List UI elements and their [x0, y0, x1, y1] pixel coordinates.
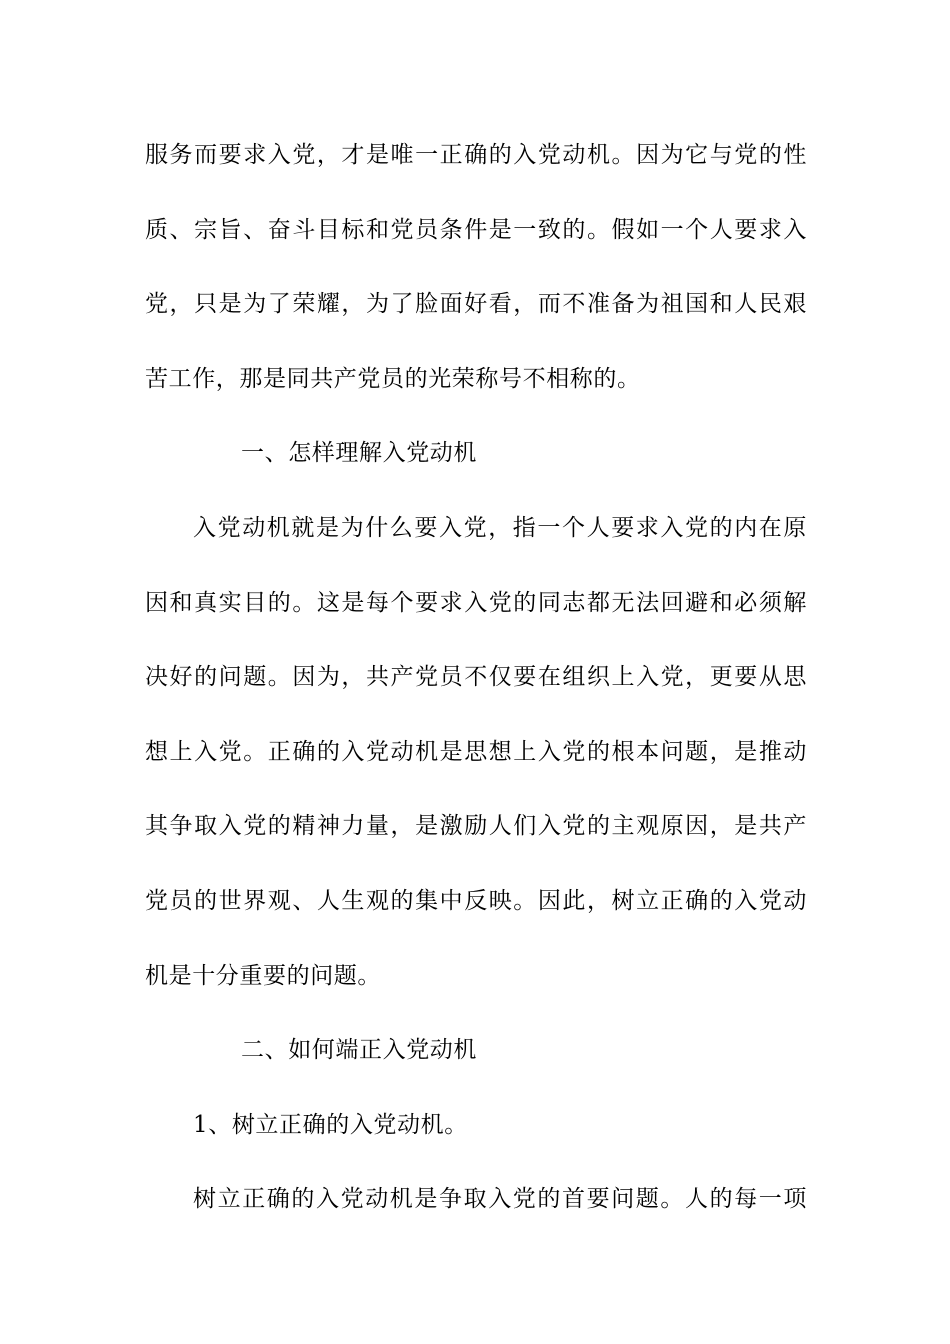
text-line: 树立正确的入党动机是争取入党的首要问题。人的每一项 [193, 1186, 807, 1213]
text-line: 机是十分重要的问题。 [145, 962, 381, 989]
text-line: 入党动机就是为什么要入党，指一个人要求入党的内在原 [193, 514, 807, 541]
text-line: 一、怎样理解入党动机 [241, 440, 477, 467]
text-line: 1、树立正确的入党动机。 [193, 1111, 468, 1138]
text-line: 想上入党。正确的入党动机是思想上入党的根本问题，是推动 [145, 738, 807, 765]
text-line: 质、宗旨、奋斗目标和党员条件是一致的。假如一个人要求入 [145, 216, 807, 243]
text-line: 因和真实目的。这是每个要求入党的同志都无法回避和必须解 [145, 589, 807, 616]
text-line: 苦工作，那是同共产党员的光荣称号不相称的。 [145, 365, 641, 392]
body-text [145, 118, 807, 1237]
text-line: 党，只是为了荣耀，为了脸面好看，而不准备为祖国和人民艰 [145, 291, 807, 318]
text-line: 服务而要求入党，才是唯一正确的入党动机。因为它与党的性 [145, 142, 807, 168]
text-line: 决好的问题。因为，共产党员不仅要在组织上入党，更要从思 [145, 664, 807, 691]
text-line: 二、如何端正入党动机 [241, 1037, 477, 1064]
text-line: 党员的世界观、人生观的集中反映。因此，树立正确的入党动 [145, 887, 807, 914]
text-line: 其争取入党的精神力量，是激励人们入党的主观原因，是共产 [145, 813, 807, 840]
